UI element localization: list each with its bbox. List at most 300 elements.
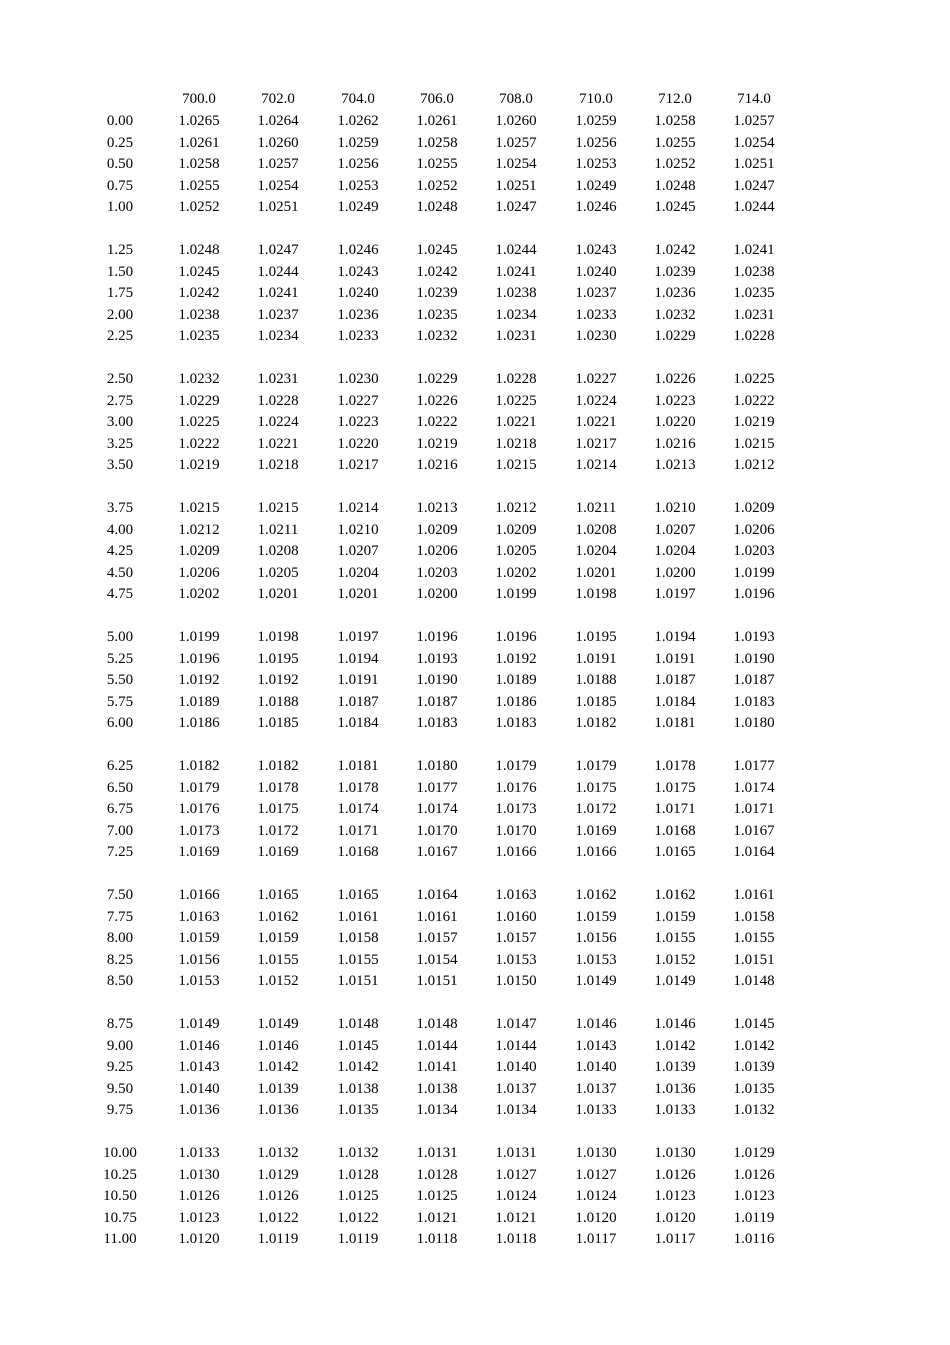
table-cell: 1.0142 — [337, 1059, 379, 1075]
table-cell: 1.0181 — [337, 758, 379, 774]
row-label: 6.75 — [106, 801, 134, 817]
row-label: 7.00 — [106, 822, 134, 839]
table-cell: 1.0209 — [495, 521, 537, 538]
row-label: 1.25 — [106, 242, 134, 258]
table-cell: 1.0257 — [257, 156, 299, 172]
table-cell: 1.0261 — [178, 134, 220, 151]
table-cell: 1.0193 — [733, 629, 775, 645]
table-cell: 1.0169 — [178, 844, 220, 860]
table-cell: 1.0235 — [733, 285, 775, 301]
table-cell: 1.0233 — [575, 306, 617, 323]
table-cell: 1.0199 — [733, 564, 775, 581]
row-label: 4.00 — [106, 521, 134, 538]
table-cell: 1.0256 — [337, 156, 379, 172]
table-cell: 1.0228 — [733, 328, 775, 344]
table-cell: 1.0148 — [416, 1016, 458, 1032]
table-cell: 1.0200 — [654, 564, 696, 581]
row-label: 2.00 — [106, 306, 134, 323]
table-cell: 1.0195 — [575, 629, 617, 645]
table-cell: 1.0226 — [654, 371, 696, 387]
table-cell: 1.0187 — [416, 693, 458, 710]
table-cell: 1.0252 — [654, 156, 696, 172]
table-cell: 1.0253 — [575, 156, 617, 172]
table-cell: 1.0127 — [575, 1166, 617, 1183]
table-cell: 1.0132 — [337, 1145, 379, 1161]
table-cell: 1.0143 — [575, 1037, 617, 1054]
row-label: 4.25 — [106, 543, 134, 559]
table-cell: 1.0130 — [654, 1145, 696, 1161]
row-label: 3.00 — [106, 414, 134, 430]
table-cell: 1.0208 — [575, 521, 617, 538]
table-cell: 1.0178 — [257, 779, 299, 796]
table-cell: 1.0229 — [178, 392, 220, 409]
table-cell: 1.0201 — [337, 586, 379, 602]
table-cell: 1.0165 — [654, 844, 696, 860]
table-cell: 1.0178 — [337, 779, 379, 796]
table-cell: 1.0134 — [416, 1102, 458, 1118]
table-cell: 1.0148 — [733, 973, 775, 989]
table-cell: 1.0254 — [495, 156, 537, 172]
table-cell: 1.0264 — [257, 113, 299, 129]
table-cell: 1.0184 — [654, 693, 696, 710]
table-cell: 1.0234 — [495, 306, 537, 323]
table-cell: 1.0241 — [733, 242, 775, 258]
table-cell: 1.0136 — [178, 1102, 220, 1118]
table-cell: 1.0239 — [416, 285, 458, 301]
table-cell: 1.0259 — [337, 134, 379, 151]
table-cell: 1.0190 — [733, 650, 775, 667]
table-cell: 1.0215 — [733, 435, 775, 452]
table-cell: 1.0255 — [654, 134, 696, 151]
table-cell: 1.0121 — [495, 1209, 537, 1226]
row-label: 1.50 — [106, 263, 134, 280]
table-cell: 1.0211 — [575, 500, 617, 516]
table-cell: 1.0223 — [654, 392, 696, 409]
column-header: 702.0 — [261, 91, 295, 107]
table-cell: 1.0211 — [257, 521, 299, 538]
table-cell: 1.0258 — [416, 134, 458, 151]
table-cell: 1.0191 — [654, 650, 696, 667]
table-cell: 1.0205 — [257, 564, 299, 581]
table-cell: 1.0241 — [495, 263, 537, 280]
table-cell: 1.0165 — [257, 887, 299, 903]
table-cell: 1.0238 — [495, 285, 537, 301]
table-cell: 1.0177 — [733, 758, 775, 774]
table-cell: 1.0151 — [337, 973, 379, 989]
table-cell: 1.0173 — [495, 801, 537, 817]
table-cell: 1.0219 — [416, 435, 458, 452]
table-cell: 1.0137 — [575, 1080, 617, 1097]
row-label: 5.50 — [106, 672, 134, 688]
table-cell: 1.0119 — [257, 1231, 299, 1247]
table-cell: 1.0222 — [178, 435, 220, 452]
table-cell: 1.0242 — [416, 263, 458, 280]
table-cell: 1.0260 — [495, 113, 537, 129]
table-cell: 1.0139 — [257, 1080, 299, 1097]
table-cell: 1.0161 — [733, 887, 775, 903]
table-cell: 1.0220 — [654, 414, 696, 430]
table-cell: 1.0183 — [416, 715, 458, 731]
table-cell: 1.0145 — [733, 1016, 775, 1032]
table-cell: 1.0248 — [654, 177, 696, 194]
row-label: 1.75 — [106, 285, 134, 301]
table-cell: 1.0162 — [654, 887, 696, 903]
table-cell: 1.0182 — [257, 758, 299, 774]
table-cell: 1.0249 — [337, 199, 379, 215]
row-label: 4.50 — [106, 564, 134, 581]
table-cell: 1.0136 — [257, 1102, 299, 1118]
table-cell: 1.0146 — [178, 1037, 220, 1054]
table-cell: 1.0144 — [416, 1037, 458, 1054]
table-cell: 1.0234 — [257, 328, 299, 344]
table-cell: 1.0195 — [257, 650, 299, 667]
row-label: 6.50 — [106, 779, 134, 796]
table-cell: 1.0202 — [495, 564, 537, 581]
table-cell: 1.0247 — [495, 199, 537, 215]
row-label: 8.50 — [106, 973, 134, 989]
row-label: 0.00 — [106, 113, 134, 129]
table-cell: 1.0243 — [575, 242, 617, 258]
table-cell: 1.0236 — [337, 306, 379, 323]
table-cell: 1.0199 — [495, 586, 537, 602]
table-cell: 1.0221 — [257, 435, 299, 452]
row-label: 2.25 — [106, 328, 134, 344]
table-cell: 1.0220 — [337, 435, 379, 452]
table-cell: 1.0229 — [416, 371, 458, 387]
table-cell: 1.0191 — [575, 650, 617, 667]
table-cell: 1.0149 — [178, 1016, 220, 1032]
row-label: 8.00 — [106, 930, 134, 946]
table-cell: 1.0232 — [178, 371, 220, 387]
table-cell: 1.0245 — [654, 199, 696, 215]
table-cell: 1.0166 — [178, 887, 220, 903]
table-cell: 1.0238 — [733, 263, 775, 280]
table-cell: 1.0224 — [257, 414, 299, 430]
table-cell: 1.0248 — [416, 199, 458, 215]
table-cell: 1.0126 — [257, 1188, 299, 1204]
table-cell: 1.0203 — [733, 543, 775, 559]
table-cell: 1.0167 — [416, 844, 458, 860]
table-cell: 1.0240 — [575, 263, 617, 280]
table-cell: 1.0166 — [495, 844, 537, 860]
column-header: 704.0 — [341, 91, 375, 107]
table-cell: 1.0149 — [257, 1016, 299, 1032]
table-cell: 1.0256 — [575, 134, 617, 151]
table-cell: 1.0255 — [178, 177, 220, 194]
row-label: 0.50 — [106, 156, 134, 172]
table-cell: 1.0204 — [654, 543, 696, 559]
table-cell: 1.0240 — [337, 285, 379, 301]
table-cell: 1.0219 — [178, 457, 220, 473]
table-cell: 1.0265 — [178, 113, 220, 129]
table-cell: 1.0212 — [733, 457, 775, 473]
table-cell: 1.0132 — [733, 1102, 775, 1118]
row-label: 2.50 — [106, 371, 134, 387]
table-cell: 1.0242 — [654, 242, 696, 258]
table-cell: 1.0253 — [337, 177, 379, 194]
table-cell: 1.0217 — [575, 435, 617, 452]
table-cell: 1.0215 — [495, 457, 537, 473]
table-cell: 1.0134 — [495, 1102, 537, 1118]
table-cell: 1.0147 — [495, 1016, 537, 1032]
table-cell: 1.0199 — [178, 629, 220, 645]
row-label: 8.25 — [106, 951, 134, 968]
table-cell: 1.0173 — [178, 822, 220, 839]
row-label: 9.25 — [106, 1059, 134, 1075]
table-cell: 1.0170 — [416, 822, 458, 839]
table-cell: 1.0225 — [495, 392, 537, 409]
table-cell: 1.0235 — [178, 328, 220, 344]
table-cell: 1.0149 — [654, 973, 696, 989]
table-cell: 1.0254 — [733, 134, 775, 151]
table-cell: 1.0258 — [654, 113, 696, 129]
table-cell: 1.0258 — [178, 156, 220, 172]
table-cell: 1.0192 — [495, 650, 537, 667]
row-label: 10.75 — [103, 1209, 137, 1226]
table-cell: 1.0196 — [733, 586, 775, 602]
table-cell: 1.0188 — [575, 672, 617, 688]
table-cell: 1.0244 — [257, 263, 299, 280]
table-cell: 1.0223 — [337, 414, 379, 430]
table-cell: 1.0117 — [575, 1231, 617, 1247]
table-cell: 1.0182 — [575, 715, 617, 731]
table-cell: 1.0175 — [654, 779, 696, 796]
table-cell: 1.0176 — [178, 801, 220, 817]
table-cell: 1.0166 — [575, 844, 617, 860]
table-cell: 1.0209 — [416, 521, 458, 538]
table-cell: 1.0144 — [495, 1037, 537, 1054]
table-cell: 1.0126 — [178, 1188, 220, 1204]
row-label: 6.25 — [106, 758, 134, 774]
table-cell: 1.0151 — [416, 973, 458, 989]
table-cell: 1.0194 — [337, 650, 379, 667]
table-cell: 1.0222 — [416, 414, 458, 430]
table-cell: 1.0225 — [733, 371, 775, 387]
table-cell: 1.0210 — [654, 500, 696, 516]
table-cell: 1.0247 — [257, 242, 299, 258]
row-label: 3.50 — [106, 457, 134, 473]
table-cell: 1.0231 — [495, 328, 537, 344]
table-cell: 1.0260 — [257, 134, 299, 151]
table-cell: 1.0143 — [178, 1059, 220, 1075]
table-cell: 1.0206 — [178, 564, 220, 581]
table-cell: 1.0213 — [416, 500, 458, 516]
table-cell: 1.0135 — [733, 1080, 775, 1097]
table-cell: 1.0154 — [416, 951, 458, 968]
row-label: 6.00 — [106, 715, 134, 731]
row-label: 7.50 — [106, 887, 134, 903]
table-cell: 1.0241 — [257, 285, 299, 301]
table-cell: 1.0196 — [416, 629, 458, 645]
table-cell: 1.0251 — [495, 177, 537, 194]
row-label: 10.50 — [103, 1188, 137, 1204]
table-cell: 1.0125 — [337, 1188, 379, 1204]
table-cell: 1.0245 — [416, 242, 458, 258]
table-cell: 1.0207 — [654, 521, 696, 538]
table-cell: 1.0186 — [178, 715, 220, 731]
row-label: 1.00 — [106, 199, 134, 215]
table-cell: 1.0142 — [257, 1059, 299, 1075]
table-cell: 1.0158 — [733, 908, 775, 925]
table-cell: 1.0160 — [495, 908, 537, 925]
table-cell: 1.0155 — [654, 930, 696, 946]
table-cell: 1.0215 — [257, 500, 299, 516]
table-cell: 1.0181 — [654, 715, 696, 731]
table-cell: 1.0183 — [733, 693, 775, 710]
table-cell: 1.0189 — [178, 693, 220, 710]
row-label: 0.75 — [106, 177, 134, 194]
table-cell: 1.0201 — [257, 586, 299, 602]
table-cell: 1.0218 — [495, 435, 537, 452]
column-header: 710.0 — [579, 91, 613, 107]
table-cell: 1.0127 — [495, 1166, 537, 1183]
table-cell: 1.0125 — [416, 1188, 458, 1204]
table-cell: 1.0230 — [337, 371, 379, 387]
table-cell: 1.0227 — [337, 392, 379, 409]
table-cell: 1.0205 — [495, 543, 537, 559]
table-cell: 1.0201 — [575, 564, 617, 581]
table-cell: 1.0129 — [733, 1145, 775, 1161]
table-cell: 1.0171 — [733, 801, 775, 817]
row-label: 3.75 — [106, 500, 134, 516]
table-cell: 1.0214 — [575, 457, 617, 473]
table-cell: 1.0126 — [733, 1166, 775, 1183]
table-cell: 1.0221 — [575, 414, 617, 430]
table-cell: 1.0140 — [178, 1080, 220, 1097]
table-cell: 1.0254 — [257, 177, 299, 194]
column-header: 712.0 — [658, 91, 692, 107]
row-label: 10.00 — [103, 1145, 137, 1161]
table-cell: 1.0136 — [654, 1080, 696, 1097]
table-cell: 1.0262 — [337, 113, 379, 129]
table-cell: 1.0119 — [733, 1209, 775, 1226]
table-cell: 1.0161 — [416, 908, 458, 925]
table-cell: 1.0139 — [654, 1059, 696, 1075]
table-cell: 1.0149 — [575, 973, 617, 989]
table-cell: 1.0213 — [654, 457, 696, 473]
table-cell: 1.0155 — [257, 951, 299, 968]
table-cell: 1.0146 — [257, 1037, 299, 1054]
column-header: 714.0 — [737, 91, 771, 107]
table-cell: 1.0126 — [654, 1166, 696, 1183]
table-cell: 1.0175 — [257, 801, 299, 817]
table-cell: 1.0231 — [733, 306, 775, 323]
table-cell: 1.0123 — [733, 1188, 775, 1204]
table-cell: 1.0190 — [416, 672, 458, 688]
table-cell: 1.0180 — [733, 715, 775, 731]
table-cell: 1.0231 — [257, 371, 299, 387]
table-cell: 1.0162 — [575, 887, 617, 903]
table-cell: 1.0235 — [416, 306, 458, 323]
row-label: 3.25 — [106, 435, 134, 452]
table-cell: 1.0128 — [416, 1166, 458, 1183]
table-cell: 1.0259 — [575, 113, 617, 129]
table-cell: 1.0197 — [337, 629, 379, 645]
table-cell: 1.0151 — [733, 951, 775, 968]
table-cell: 1.0120 — [654, 1209, 696, 1226]
row-label: 5.75 — [106, 693, 134, 710]
table-cell: 1.0122 — [257, 1209, 299, 1226]
table-cell: 1.0204 — [575, 543, 617, 559]
table-cell: 1.0132 — [257, 1145, 299, 1161]
table-cell: 1.0175 — [575, 779, 617, 796]
table-cell: 1.0164 — [733, 844, 775, 860]
table-cell: 1.0249 — [575, 177, 617, 194]
table-cell: 1.0130 — [178, 1166, 220, 1183]
row-label: 5.25 — [106, 650, 134, 667]
table-cell: 1.0228 — [257, 392, 299, 409]
table-cell: 1.0156 — [178, 951, 220, 968]
table-cell: 1.0246 — [337, 242, 379, 258]
table-cell: 1.0238 — [178, 306, 220, 323]
table-cell: 1.0121 — [416, 1209, 458, 1226]
table-cell: 1.0141 — [416, 1059, 458, 1075]
table-cell: 1.0248 — [178, 242, 220, 258]
row-label: 7.75 — [106, 908, 134, 925]
column-header: 706.0 — [420, 91, 454, 107]
table-cell: 1.0209 — [733, 500, 775, 516]
table-cell: 1.0153 — [575, 951, 617, 968]
table-cell: 1.0186 — [495, 693, 537, 710]
table-cell: 1.0170 — [495, 822, 537, 839]
table-cell: 1.0243 — [337, 263, 379, 280]
table-cell: 1.0232 — [654, 306, 696, 323]
table-cell: 1.0122 — [337, 1209, 379, 1226]
row-label: 4.75 — [106, 586, 134, 602]
row-label: 2.75 — [106, 392, 134, 409]
table-cell: 1.0246 — [575, 199, 617, 215]
table-cell: 1.0133 — [178, 1145, 220, 1161]
table-cell: 1.0142 — [733, 1037, 775, 1054]
table-cell: 1.0129 — [257, 1166, 299, 1183]
table-cell: 1.0167 — [733, 822, 775, 839]
table-cell: 1.0206 — [733, 521, 775, 538]
table-cell: 1.0255 — [416, 156, 458, 172]
table-cell: 1.0118 — [495, 1231, 537, 1247]
table-cell: 1.0179 — [178, 779, 220, 796]
table-cell: 1.0145 — [337, 1037, 379, 1054]
table-cell: 1.0183 — [495, 715, 537, 731]
table-cell: 1.0161 — [337, 908, 379, 925]
table-cell: 1.0163 — [495, 887, 537, 903]
row-label: 5.00 — [106, 629, 134, 645]
table-cell: 1.0117 — [654, 1231, 696, 1247]
table-cell: 1.0137 — [495, 1080, 537, 1097]
table-cell: 1.0140 — [495, 1059, 537, 1075]
table-cell: 1.0212 — [178, 521, 220, 538]
table-cell: 1.0148 — [337, 1016, 379, 1032]
table-cell: 1.0236 — [654, 285, 696, 301]
row-label: 8.75 — [106, 1016, 134, 1032]
table-cell: 1.0159 — [575, 908, 617, 925]
row-label: 0.25 — [106, 134, 134, 151]
table-cell: 1.0159 — [257, 930, 299, 946]
table-cell: 1.0206 — [416, 543, 458, 559]
table-cell: 1.0239 — [654, 263, 696, 280]
table-cell: 1.0174 — [733, 779, 775, 796]
table-cell: 1.0180 — [416, 758, 458, 774]
table-cell: 1.0155 — [337, 951, 379, 968]
row-label: 9.00 — [106, 1037, 134, 1054]
table-cell: 1.0229 — [654, 328, 696, 344]
table-cell: 1.0169 — [257, 844, 299, 860]
table-cell: 1.0257 — [733, 113, 775, 129]
table-cell: 1.0153 — [495, 951, 537, 968]
table-cell: 1.0237 — [257, 306, 299, 323]
table-cell: 1.0193 — [416, 650, 458, 667]
table-cell: 1.0230 — [575, 328, 617, 344]
table-cell: 1.0219 — [733, 414, 775, 430]
